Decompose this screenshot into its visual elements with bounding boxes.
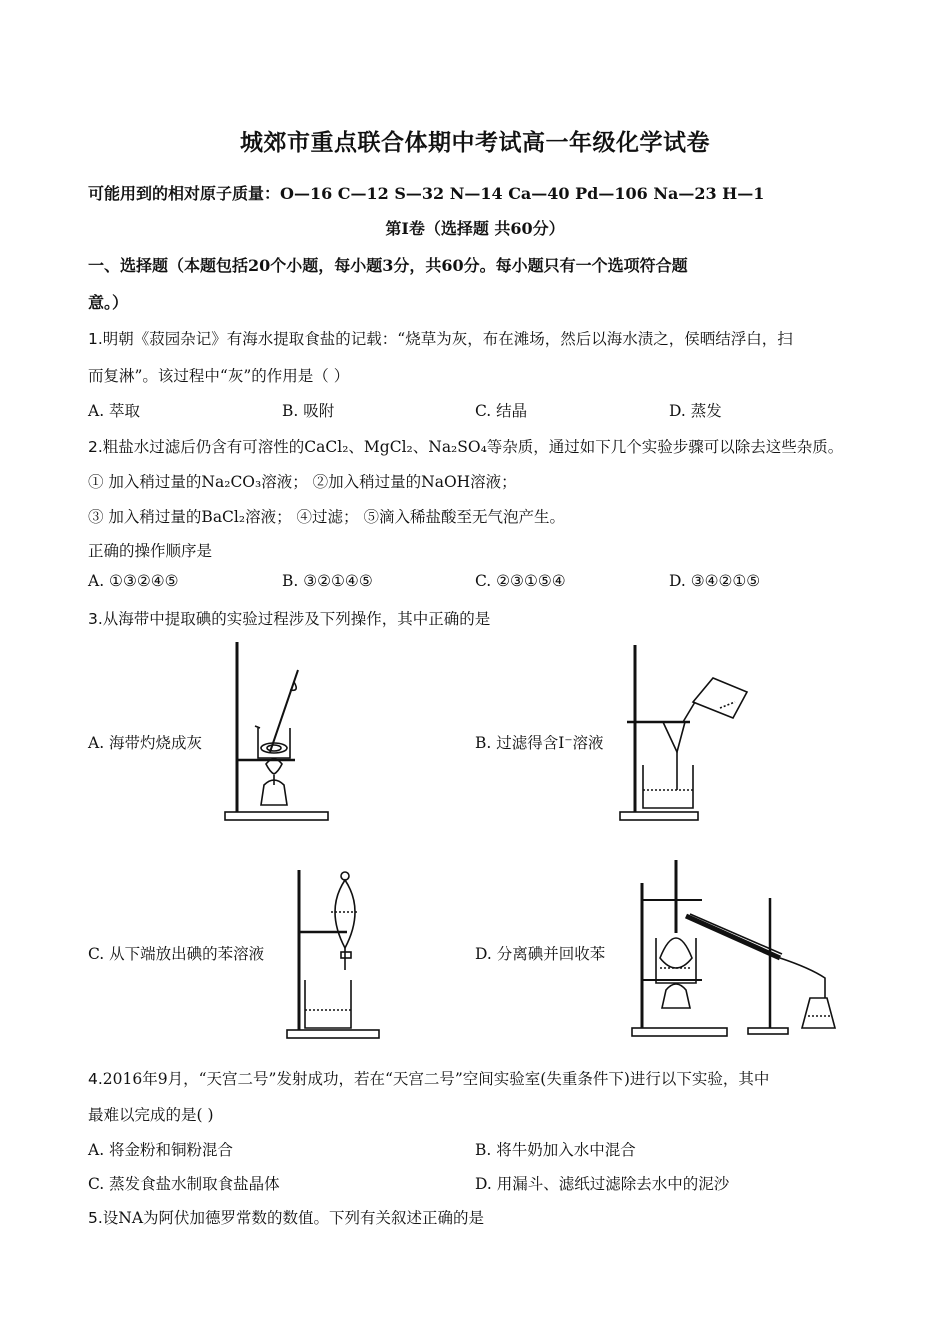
- question-1-line2: 而复淋”。该过程中“灰”的作用是（ ）: [88, 367, 350, 385]
- apparatus-a-ashing-illustration: [220, 640, 330, 825]
- question-text: 粗盐水过滤后仍含有可溶性的CaCl₂、MgCl₂、Na₂SO₄等杂质，通过如下几个实验步骤可以除去这些杂质。: [102, 438, 844, 456]
- q3-option-a[interactable]: A. 海带灼烧成灰: [88, 734, 203, 752]
- question-number: 2.: [88, 438, 103, 456]
- apparatus-b-filtration-illustration: [615, 640, 755, 825]
- q4-option-d[interactable]: D. 用漏斗、滤纸过滤除去水中的泥沙: [475, 1175, 730, 1193]
- question-number: 4.: [88, 1070, 103, 1088]
- q3-option-c[interactable]: C. 从下端放出碘的苯溶液: [88, 945, 265, 963]
- q2-option-d[interactable]: D. ③④②①⑤: [669, 572, 761, 590]
- question-number: 3.: [88, 610, 103, 628]
- q1-option-a[interactable]: A. 萃取: [88, 402, 141, 420]
- page-title: 城郊市重点联合体期中考试高一年级化学试卷: [240, 129, 710, 156]
- question-3: [88, 607, 490, 629]
- apparatus-d-distillation-illustration: [630, 858, 845, 1043]
- section-title: 第Ⅰ卷（选择题 共60分）: [385, 219, 565, 238]
- apparatus-c-separatory-funnel-illustration: [285, 860, 395, 1040]
- question-4: [88, 1067, 769, 1089]
- q2-option-c[interactable]: C. ②③①⑤④: [475, 572, 566, 590]
- q3-option-d[interactable]: D. 分离碘并回收苯: [475, 945, 606, 963]
- question-text: 明朝《菽园杂记》有海水提取食盐的记载：“烧草为灰，布在滩场，然后以海水渍之，侯晒结浮白，扫: [102, 330, 793, 348]
- atomic-masses: 可能用到的相对原子质量：O—16 C—12 S—32 N—14 Ca—40 Pd—106 Na—23 H—1: [88, 184, 765, 203]
- part1-heading-line2: 意。）: [88, 293, 129, 312]
- part1-heading-line1: 一、选择题（本题包括20个小题，每小题3分，共60分。每小题只有一个选项符合题: [88, 256, 688, 275]
- question-2-prompt: 正确的操作顺序是: [88, 542, 213, 560]
- question-2-step1-2: ① 加入稍过量的Na₂CO₃溶液； ②加入稍过量的NaOH溶液；: [88, 473, 517, 491]
- question-4-line2: 最难以完成的是( ): [88, 1106, 214, 1124]
- question-text: 从海带中提取碘的实验过程涉及下列操作，其中正确的是: [102, 610, 491, 628]
- question-5: [88, 1206, 484, 1228]
- q1-option-d[interactable]: D. 蒸发: [669, 402, 722, 420]
- question-number: 1.: [88, 330, 103, 348]
- q1-option-c[interactable]: C. 结晶: [475, 402, 528, 420]
- q1-option-b[interactable]: B. 吸附: [282, 402, 335, 420]
- question-2: [88, 435, 843, 457]
- question-2-step3-5: ③ 加入稍过量的BaCl₂溶液； ④过滤； ⑤滴入稀盐酸至无气泡产生。: [88, 508, 565, 526]
- q4-option-a[interactable]: A. 将金粉和铜粉混合: [88, 1141, 234, 1159]
- question-text: 2016年9月，“天宫二号”发射成功，若在“天宫二号”空间实验室(失重条件下)进行以下实验，其中: [102, 1070, 770, 1088]
- question-text: 设NA为阿伏加德罗常数的数值。下列有关叙述正确的是: [102, 1209, 485, 1227]
- q2-option-a[interactable]: A. ①③②④⑤: [88, 572, 179, 590]
- question-number: 5.: [88, 1209, 103, 1227]
- question-1: [88, 327, 793, 349]
- q3-option-b[interactable]: B. 过滤得含I⁻溶液: [475, 734, 604, 752]
- q4-option-c[interactable]: C. 蒸发食盐水制取食盐晶体: [88, 1175, 280, 1193]
- q2-option-b[interactable]: B. ③②①④⑤: [282, 572, 373, 590]
- q4-option-b[interactable]: B. 将牛奶加入水中混合: [475, 1141, 636, 1159]
